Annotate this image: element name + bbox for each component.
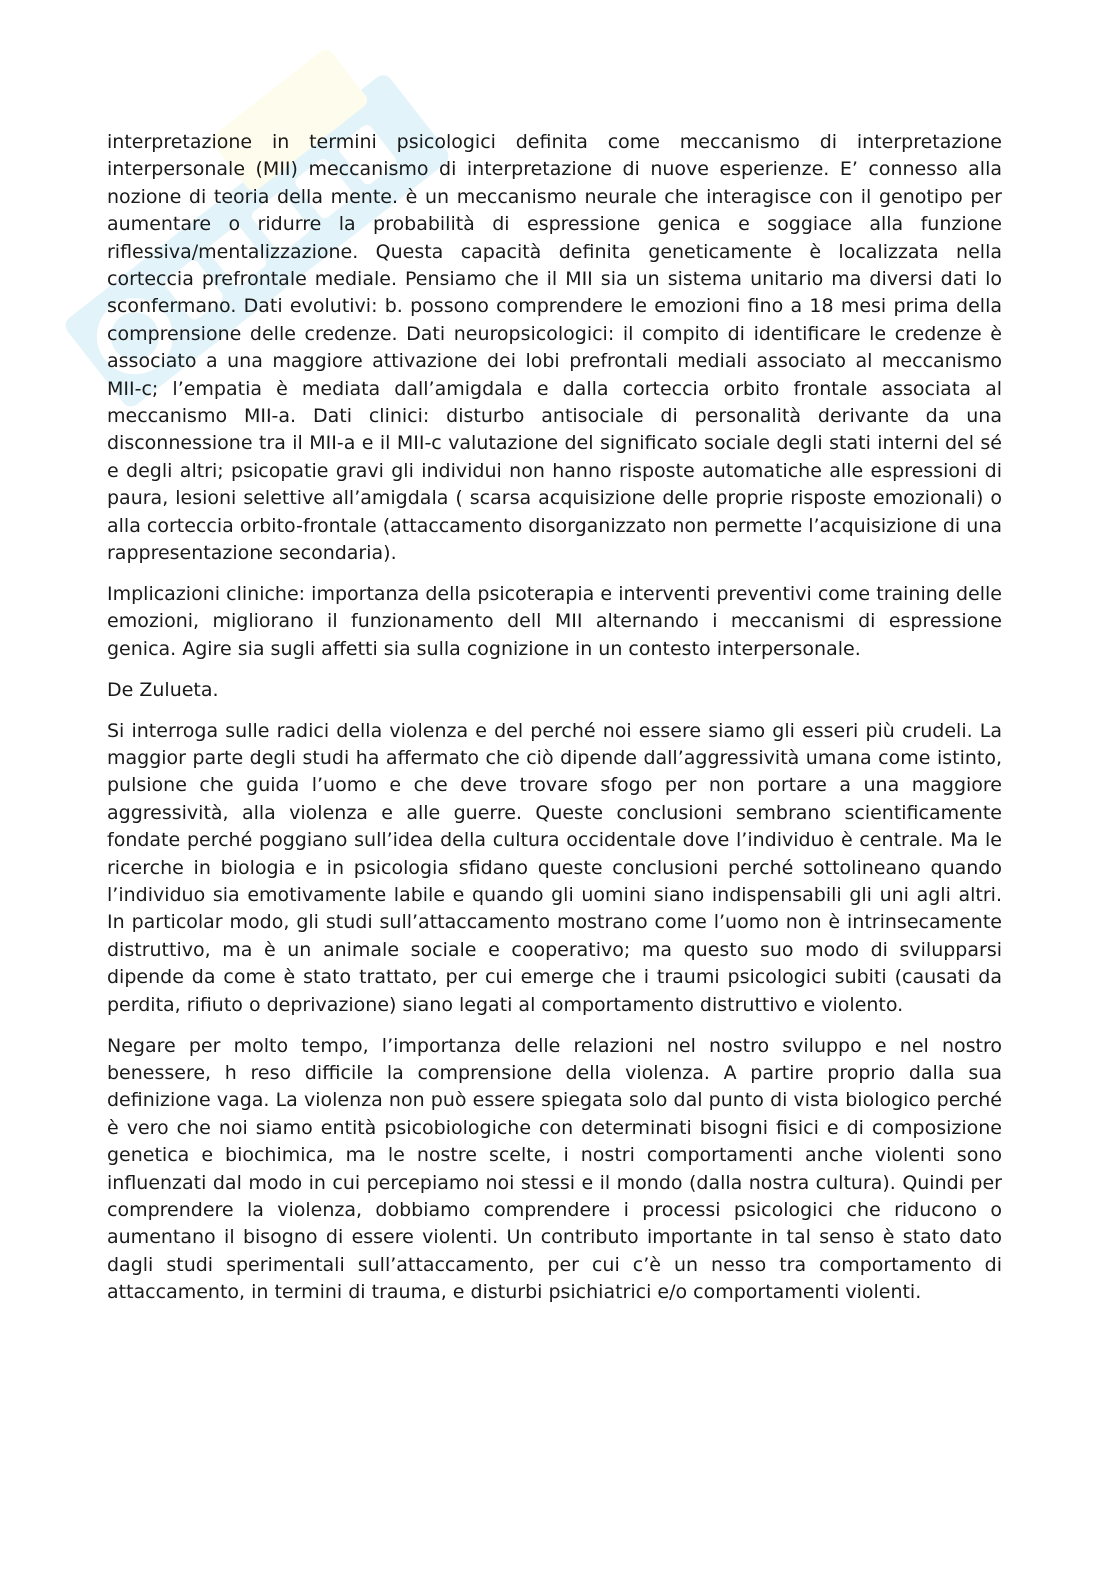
paragraph-mii-interpretation: interpretazione in termini psicologici definita come meccanismo di interpretazione interpersonale (MII) meccanismo di interpretazione di nuove esperienze. E’ connesso alla nozione di teoria della mente. è un meccanismo neurale che interagisce con il genotipo per aumentare o ridurre la probabilità di espressione genica e soggiace alla funzione riflessiva/mentalizzazione. Questa capacità definita geneticamente è localizzata nella corteccia prefrontale mediale. Pensiamo che il MII sia un sistema unitario ma diversi dati lo sconfermano. Dati evolutivi: b. possono comprendere le emozioni fino a 18 mesi prima della comprensione delle credenze. Dati neuropsicologici: il compito di identificare le credenze è associato a una maggiore attivazione dei lobi prefrontali mediali associato al meccanismo MII-c; l’empatia è mediata dall’amigdala e dalla corteccia orbito frontale associata al meccanismo MII-a. Dati clinici: disturbo antisociale di personalità derivante da una disconnessione tra il MII-a e il MII-c valutazione del significato sociale degli stati interni del sé e degli altri; psicopatie gravi gli individui non hanno risposte automatiche alle espressioni di paura, lesioni selettive all’amigdala ( scarsa acquisizione delle proprie risposte emozionali) o alla corteccia orbito-frontale (attaccamento disorganizzato non permette l’acquisizione di una rappresentazione secondaria). [107,131,1002,565]
paragraph-roots-of-violence: Si interroga sulle radici della violenza e del perché noi essere siamo gli esseri più crudeli. La maggior parte degli studi ha affermato che ciò dipende dall’aggressività umana come istinto, pulsione che guida l’uomo e che deve trovare sfogo per non portare a una maggiore aggressività, alla violenza e alle guerre. Queste conclusioni sembrano scientificamente fondate perché poggiano sull’idea della cultura occidentale dove l’individuo è centrale. Ma le ricerche in biologia e in psicologia sfidano queste conclusioni perché sottolineano quando l’individuo sia emotivamente labile e quando gli uomini siano indispensabili gli uni agli altri. In particolar modo, gli studi sull’attaccamento mostrano come l’uomo non è intrinsecamente distruttivo, ma è un animale sociale e cooperativo; ma questo suo modo di svilupparsi dipende da come è stato trattato, per cui emerge che i traumi psicologici subiti (causati da perdita, rifiuto o deprivazione) siano legati al comportamento distruttivo e violento. [107,719,1002,1016]
paragraph-clinical-implications: Implicazioni cliniche: importanza della psicoterapia e interventi preventivi come training delle emozioni, migliorano il funzionamento dell MII alternando i meccanismi di espressione genica. Agire sia sugli affetti sia sulla cognizione in un contesto interpersonale. [107,583,1002,660]
section-heading-de-zulueta: De Zulueta. [107,678,219,701]
document-body [107,129,1002,1320]
paragraph-relationships-and-violence: Negare per molto tempo, l’importanza delle relazioni nel nostro sviluppo e nel nostro benessere, h reso difficile la comprensione della violenza. A partire proprio dalla sua definizione vaga. La violenza non può essere spiegata solo dal punto di vista biologico perché è vero che noi siamo entità psicobiologiche con determinati bisogni fisici e di composizione genetica e biochimica, ma le nostre scelte, i nostri comportamenti anche violenti sono influenzati dal modo in cui percepiamo noi stessi e il mondo (dalla nostra cultura). Quindi per comprendere la violenza, dobbiamo comprendere i processi psicologici che riducono o aumentano il bisogno di essere violenti. Un contributo importante in tal senso è stato dato dagli studi sperimentali sull’attaccamento, per cui c’è un nesso tra comportamento di attaccamento, in termini di trauma, e disturbi psichiatrici e/o comportamenti violenti. [107,1034,1002,1304]
